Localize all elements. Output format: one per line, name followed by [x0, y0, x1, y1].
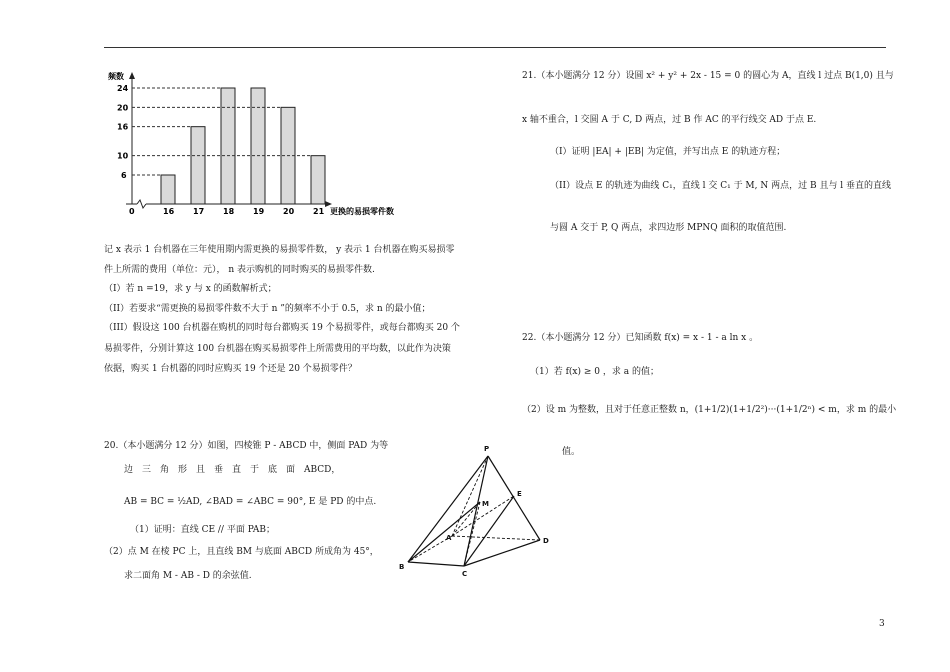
- q21-line1: 21.（本小题满分 12 分）设圆 x² + y² + 2x - 15 = 0 的圆心为 A，直线 l 过点 B(1,0) 且与: [522, 71, 894, 81]
- q21-part2b: 与圆 A 交于 P, Q 两点，求四边形 MPNQ 面积的取值范围.: [550, 223, 787, 233]
- q19-part3c: 依据，购买 1 台机器的同时应购买 19 个还是 20 个易损零件？: [104, 364, 357, 374]
- q22-line1: 22.（本小题满分 12 分）已知函数 f(x) = x - 1 - a ln x 。: [522, 333, 759, 343]
- x-tick-label: 21: [313, 207, 325, 216]
- y-tick-label: 10: [117, 151, 129, 161]
- histogram-bar: [251, 88, 265, 204]
- histogram-bar: [191, 127, 205, 204]
- q19-part2: （II）若要求“需更换的易损零件数不大于 n ”的频率不小于 0.5，求 n 的最小值；: [104, 304, 431, 314]
- histogram-xlabel: 更换的易损零件数: [330, 207, 394, 216]
- y-tick-label: 24: [117, 84, 129, 93]
- x-tick-label: 16: [163, 207, 175, 216]
- y-tick-label: 20: [117, 103, 129, 113]
- vertex-label-a: A: [446, 534, 452, 542]
- page-number: 3: [879, 619, 885, 629]
- vertex-label-p: P: [484, 445, 490, 453]
- q22-part2b: 值。: [562, 447, 581, 457]
- frequency-histogram: [104, 62, 434, 232]
- histogram-bar: [221, 88, 235, 204]
- q21-line2: x 轴不重合，l 交圆 A 于 C, D 两点，过 B 作 AC 的平行线交 AD 于点 E.: [522, 115, 817, 125]
- x-tick-label: 20: [283, 207, 295, 216]
- q22-part2: （2）设 m 为整数，且对于任意正整数 n，(1+1/2)(1+1/2²)···(1+1/2ⁿ) < m，求 m 的最小: [522, 405, 897, 415]
- q22-part1: （1）若 f(x) ≥ 0 ，求 a 的值；: [530, 367, 659, 377]
- histogram-ylabel: 频数: [108, 72, 124, 81]
- y-tick-label: 6: [121, 171, 127, 180]
- histogram-origin: 0: [129, 207, 135, 216]
- header-rule: [104, 47, 886, 48]
- vertex-label-c: C: [462, 570, 468, 578]
- x-tick-label: 19: [253, 207, 265, 216]
- q20-line1: 20.（本小题满分 12 分）如图，四棱锥 P - ABCD 中，侧面 PAD 为等: [104, 441, 389, 451]
- y-tick-label: 16: [117, 122, 129, 132]
- vertex-label-b: B: [399, 563, 405, 571]
- q19-part3b: 易损零件，分别计算这 100 台机器在购买易损零件上所需费用的平均数，以此作为决策: [104, 344, 451, 354]
- histogram-bar: [161, 175, 175, 204]
- q21-part2: （II）设点 E 的轨迹为曲线 C₁，直线 l 交 C₁ 于 M, N 两点，过 B 且与 l 垂直的直线: [550, 181, 892, 191]
- q20-part1: （1）证明：直线 CE // 平面 PAB；: [130, 525, 276, 535]
- q19-line2: 件上所需的费用（单位：元）， n 表示购机的同时购买的易损零件数.: [104, 265, 375, 275]
- q19-part1: （I）若 n =19，求 y 与 x 的函数解析式；: [104, 284, 277, 294]
- x-tick-label: 18: [223, 207, 235, 216]
- x-tick-label: 17: [193, 207, 205, 216]
- q19-part3a: （III）假设这 100 台机器在购机的同时每台都购买 19 个易损零件，或每台都购买 20 个: [104, 323, 460, 333]
- vertex-label-e: E: [517, 490, 522, 498]
- vertex-label-d: D: [543, 537, 549, 545]
- vertex-label-m: M: [482, 500, 489, 508]
- pyramid-figure: [396, 440, 566, 580]
- q21-part1: （I）证明 |EA| + |EB| 为定值，并写出点 E 的轨迹方程；: [550, 147, 786, 157]
- q20-part2b: 求二面角 M - AB - D 的余弦值.: [124, 571, 252, 581]
- q20-line2: 边 三 角 形 且 垂 直 于 底 面 ABCD，: [124, 465, 341, 475]
- q20-part2: （2）点 M 在棱 PC 上，且直线 BM 与底面 ABCD 所成角为 45°，: [104, 547, 379, 557]
- q19-line1: 记 x 表示 1 台机器在三年使用期内需更换的易损零件数， y 表示 1 台机器在购买易损零: [104, 245, 455, 255]
- q20-line3: AB = BC = ½AD, ∠BAD = ∠ABC = 90°, E 是 PD 的中点.: [124, 497, 377, 507]
- histogram-bar: [311, 156, 325, 204]
